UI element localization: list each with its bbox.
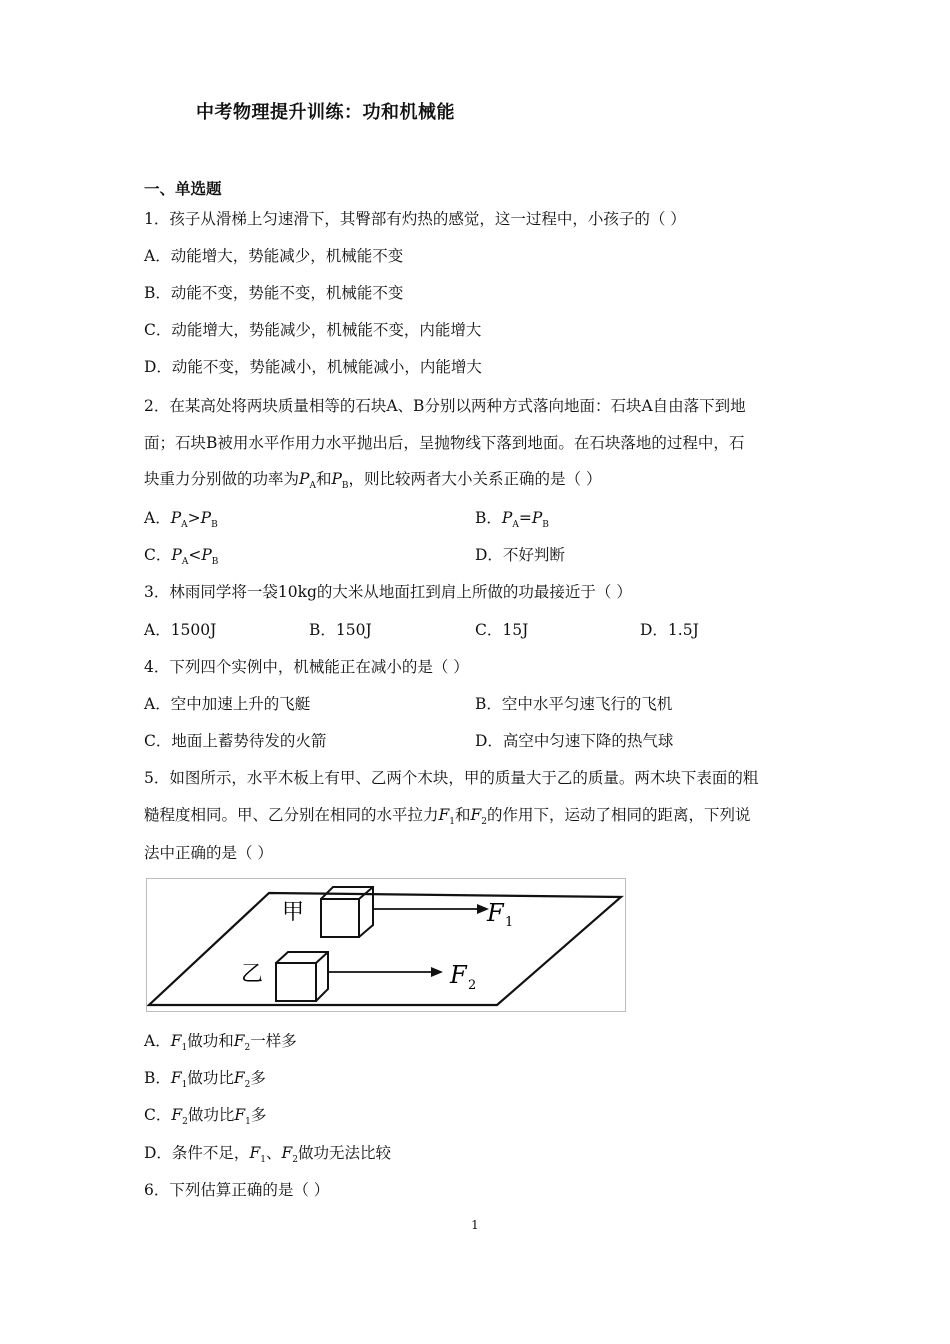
blocks-on-board-figure (146, 878, 626, 1012)
q3-stem: 3．林雨同学将一袋10kg的大米从地面扛到肩上所做的功最接近于（ ） (144, 583, 632, 601)
label-f1: F (487, 899, 504, 927)
q2-stem-line3: 块重力分别做的功率为$P_A$和$P_B$，则比较两者大小关系正确的是（ ） (144, 470, 602, 491)
figure-drawing (147, 879, 625, 1011)
label-yi: 乙 (241, 962, 264, 987)
q5-stem-line2: 糙程度相同。甲、乙分别在相同的水平拉力$F_1$和$F_2$的作用下，运动了相同的距离，下列说 (144, 806, 751, 827)
q1-option-c: C．动能增大，势能减少，机械能不变，内能增大 (144, 321, 482, 339)
q5-option-b: B．$F_1$做功比$F_2$多 (144, 1069, 266, 1090)
q4-option-c: C．地面上蓄势待发的火箭 (144, 732, 327, 750)
q3-option-d: D．1.5J (640, 621, 699, 639)
page-title: 中考物理提升训练：功和机械能 (196, 102, 455, 123)
arrow-f2-head (431, 967, 443, 977)
q3-option-c: C．15J (475, 621, 529, 639)
q5-stem-line3: 法中正确的是（ ） (144, 844, 273, 862)
q2-stem-line2: 面；石块B被用水平作用力水平抛出后，呈抛物线下落到地面。在石块落地的过程中，石 (144, 434, 745, 452)
label-jia: 甲 (282, 900, 305, 925)
q5-stem-line1: 5．如图所示，水平木板上有甲、乙两个木块，甲的质量大于乙的质量。两木块下表面的粗 (144, 769, 759, 787)
block-yi (276, 952, 328, 1001)
q2-option-d: D．不好判断 (475, 546, 565, 564)
label-f1-sub: 1 (505, 915, 514, 930)
page-number: 1 (471, 1218, 479, 1232)
label-f2: F (450, 961, 467, 989)
q2-option-b: B．$P_A=P_B$ (475, 509, 549, 530)
q6-stem: 6．下列估算正确的是（ ） (144, 1181, 330, 1199)
q5-option-d: D．条件不足，$F_1$、$F_2$做功无法比较 (144, 1144, 391, 1165)
q4-option-a: A．空中加速上升的飞艇 (144, 695, 311, 713)
section-heading: 一、单选题 (144, 180, 222, 198)
q1-option-a: A．动能增大，势能减少，机械能不变 (144, 247, 404, 265)
q2-option-c: C．$P_A<P_B$ (144, 546, 219, 567)
q4-option-d: D．高空中匀速下降的热气球 (475, 732, 674, 750)
q1-option-d: D．动能不变，势能减小，机械能减小，内能增大 (144, 358, 482, 376)
q4-option-b: B．空中水平匀速飞行的飞机 (475, 695, 673, 713)
q5-option-c: C．$F_2$做功比$F_1$多 (144, 1106, 267, 1127)
q3-option-a: A．1500J (144, 621, 217, 639)
q2-option-a: A．$P_A>P_B$ (144, 509, 218, 530)
q1-stem: 1．孩子从滑梯上匀速滑下，其臀部有灼热的感觉，这一过程中，小孩子的（ ） (144, 210, 686, 228)
q4-stem: 4．下列四个实例中，机械能正在减小的是（ ） (144, 658, 469, 676)
q1-option-b: B．动能不变，势能不变，机械能不变 (144, 284, 404, 302)
label-f2-sub: 2 (468, 978, 477, 993)
q2-stem-line1: 2．在某高处将两块质量相等的石块A、B分别以两种方式落向地面：石块A自由落下到地 (144, 397, 746, 415)
q5-option-a: A．$F_1$做功和$F_2$一样多 (144, 1032, 297, 1053)
q3-option-b: B．150J (309, 621, 372, 639)
